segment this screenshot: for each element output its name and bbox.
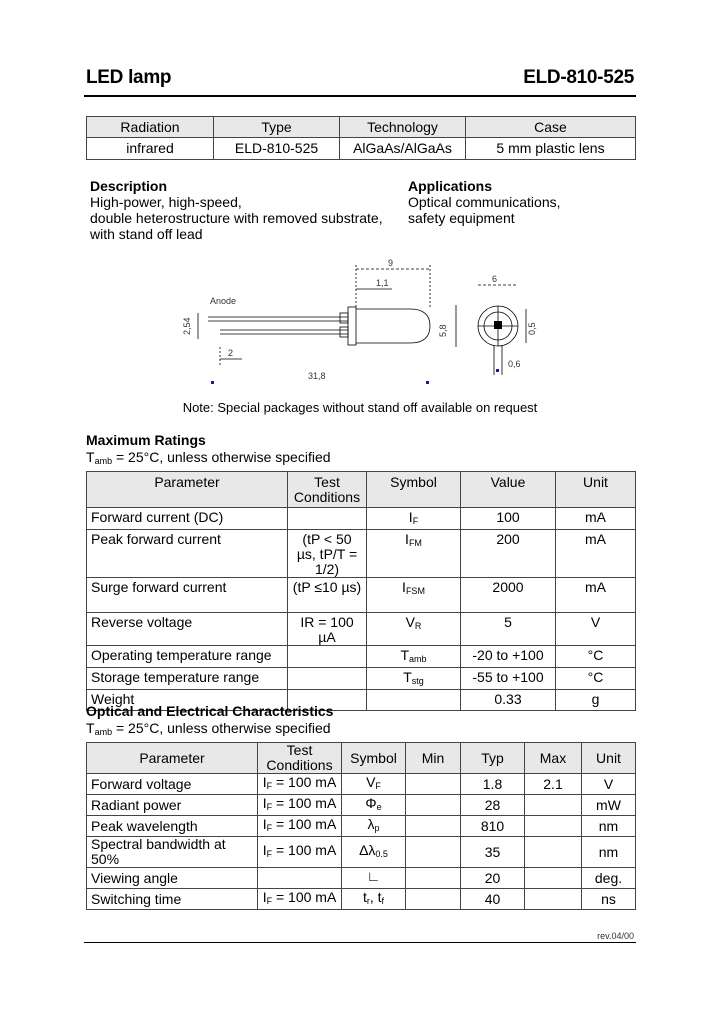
max-rating-row [87,668,636,690]
optical-heading: Optical and Electrical Characteristics [86,703,334,719]
max-ratings-condition: $T_{amb} = 25^\circ C$, unless otherwise specified [86,449,331,466]
table-cell [525,837,582,868]
lens-body [356,309,430,343]
optical-row [87,795,636,816]
summary-header: Technology [340,117,466,138]
dim-label-1-1: 1,1 [376,278,389,288]
table-cell: °C [556,646,636,668]
dim-label-31-8: 31,8 [308,371,326,381]
dim-label-2: 2 [228,348,234,358]
applications-heading: Applications [408,178,493,194]
corner-mark [426,381,429,384]
dim-label-5-8: 5,8 [438,324,448,337]
table-cell [406,816,461,837]
max-rating-row [87,508,636,530]
table-cell: 200 [461,530,556,578]
table-cell: Reverse voltage [87,613,288,646]
table-cell: 28 [461,795,525,816]
table-cell: 0.33 [461,690,556,711]
summary-cell: 5 mm plastic lens [466,138,636,160]
max-ratings-table [86,471,636,711]
summary-header: Case [466,117,636,138]
dim-label-0-5: 0,5 [527,322,537,335]
max-header: Parameter [87,472,288,508]
max-rating-row [87,530,636,578]
max-header: Value [461,472,556,508]
table-cell: $I_F = 100$ mA [258,774,342,795]
package-drawing [180,255,550,390]
table-cell: Peak forward current [87,530,288,578]
table-cell: Surge forward current [87,578,288,613]
optical-header: Typ [461,743,525,774]
table-cell: Weight [87,690,288,711]
table-cell: Switching time [87,889,258,910]
table-cell: $\lambda_p$ [342,816,406,837]
table-cell: 20 [461,868,525,889]
max-rating-row [87,646,636,668]
table-cell: deg. [582,868,636,889]
optical-header: Max [525,743,582,774]
table-cell: Operating temperature range [87,646,288,668]
max-header: Test Conditions [288,472,367,508]
table-cell: Storage temperature range [87,668,288,690]
table-cell: mA [556,530,636,578]
table-cell: 1.8 [461,774,525,795]
table-cell: Forward voltage [87,774,258,795]
table-cell: $T_{stg}$ [367,668,461,690]
optical-header: Symbol [342,743,406,774]
table-cell: $I_{FM}$ [367,530,461,578]
description-line: with stand off lead [90,226,203,242]
table-cell: -20 to +100 [461,646,556,668]
table-cell: $t_r$, $t_f$ [342,889,406,910]
optical-header: Parameter [87,743,258,774]
table-cell: mW [582,795,636,816]
description-line: High-power, high-speed, [90,194,242,210]
table-cell [406,795,461,816]
table-cell: Peak wavelength [87,816,258,837]
anode-label: Anode [210,296,237,306]
description-heading: Description [90,178,168,194]
max-ratings-heading: Maximum Ratings [86,432,206,448]
table-cell: IR = 100 µA [288,613,367,646]
applications-line: safety equipment [408,210,515,226]
table-cell: V [556,613,636,646]
table-cell [525,868,582,889]
summary-cell: ELD-810-525 [214,138,340,160]
summary-table [86,116,636,160]
table-cell: $I_F$ [367,508,461,530]
footer-rule [84,942,636,943]
table-cell: $V_R$ [367,613,461,646]
table-cell: 35 [461,837,525,868]
optical-row [87,837,636,868]
standoff-top [340,313,348,323]
table-cell: Spectral bandwidth at 50% [87,837,258,868]
optical-row [87,889,636,910]
table-cell [288,508,367,530]
max-header: Symbol [367,472,461,508]
table-cell [406,889,461,910]
package-note: Note: Special packages without stand off available on request [182,400,538,415]
description-line: double heterostructure with removed substrate, [90,210,383,226]
table-cell: 2.1 [525,774,582,795]
table-cell: 810 [461,816,525,837]
optical-condition: $T_{amb} = 25^\circ C$, unless otherwise specified [86,720,331,737]
table-cell: $V_F$ [342,774,406,795]
description-section [90,178,383,242]
dim-label-6: 6 [492,274,498,284]
table-cell: $I_{FSM}$ [367,578,461,613]
corner-mark [211,381,214,384]
table-cell [258,868,342,889]
table-cell: $\Delta\lambda_{0.5}$ [342,837,406,868]
table-cell [406,837,461,868]
part-number: ELD-810-525 [523,67,634,88]
dim-label-9: 9 [388,258,394,268]
max-header: Unit [556,472,636,508]
table-cell [406,774,461,795]
table-cell: $I_F = 100$ mA [258,837,342,868]
optical-table [86,742,636,910]
table-cell [525,889,582,910]
table-cell [525,795,582,816]
optical-row [87,774,636,795]
table-cell: Forward current (DC) [87,508,288,530]
table-cell [406,868,461,889]
standoff-bottom [340,327,348,337]
table-cell: 100 [461,508,556,530]
table-cell: ns [582,889,636,910]
dim-label-0-6: 0,6 [508,359,521,369]
max-rating-row [87,578,636,613]
table-cell: $T_{amb}$ [367,646,461,668]
table-cell: nm [582,837,636,868]
applications-line: Optical communications, [408,194,561,210]
corner-mark [496,369,499,372]
optical-header: Test Conditions [258,743,342,774]
table-cell: $I_F = 100$ mA [258,795,342,816]
table-cell: $I_F = 100$ mA [258,889,342,910]
optical-row [87,868,636,889]
optical-header: Min [406,743,461,774]
table-cell [288,646,367,668]
table-cell: $I_F = 100$ mA [258,816,342,837]
table-cell: g [556,690,636,711]
summary-cell: AlGaAs/AlGaAs [340,138,466,160]
table-cell: 5 [461,613,556,646]
table-cell: ∟ [342,868,406,889]
max-rating-row [87,613,636,646]
table-cell: mA [556,578,636,613]
optical-row [87,816,636,837]
lens-flange [348,307,356,345]
table-cell [525,816,582,837]
table-cell: (tP ≤10 µs) [288,578,367,613]
table-cell: nm [582,816,636,837]
revision-label: rev.04/00 [597,931,634,941]
table-cell: mA [556,508,636,530]
table-cell: Viewing angle [87,868,258,889]
front-chip [494,321,502,329]
table-cell: -55 to +100 [461,668,556,690]
optical-header: Unit [582,743,636,774]
table-cell: V [582,774,636,795]
dim-label-2-54: 2,54 [182,317,192,335]
table-cell: (tP < 50 µs, tP/T = 1/2) [288,530,367,578]
summary-header: Type [214,117,340,138]
summary-cell: infrared [87,138,214,160]
table-cell: $\Phi_e$ [342,795,406,816]
page-title: LED lamp [86,67,172,88]
applications-section [408,178,561,226]
table-cell: 40 [461,889,525,910]
table-cell [288,668,367,690]
table-cell: 2000 [461,578,556,613]
table-cell: °C [556,668,636,690]
header-rule [84,95,636,97]
table-cell [367,690,461,711]
summary-header: Radiation [87,117,214,138]
table-cell: Radiant power [87,795,258,816]
